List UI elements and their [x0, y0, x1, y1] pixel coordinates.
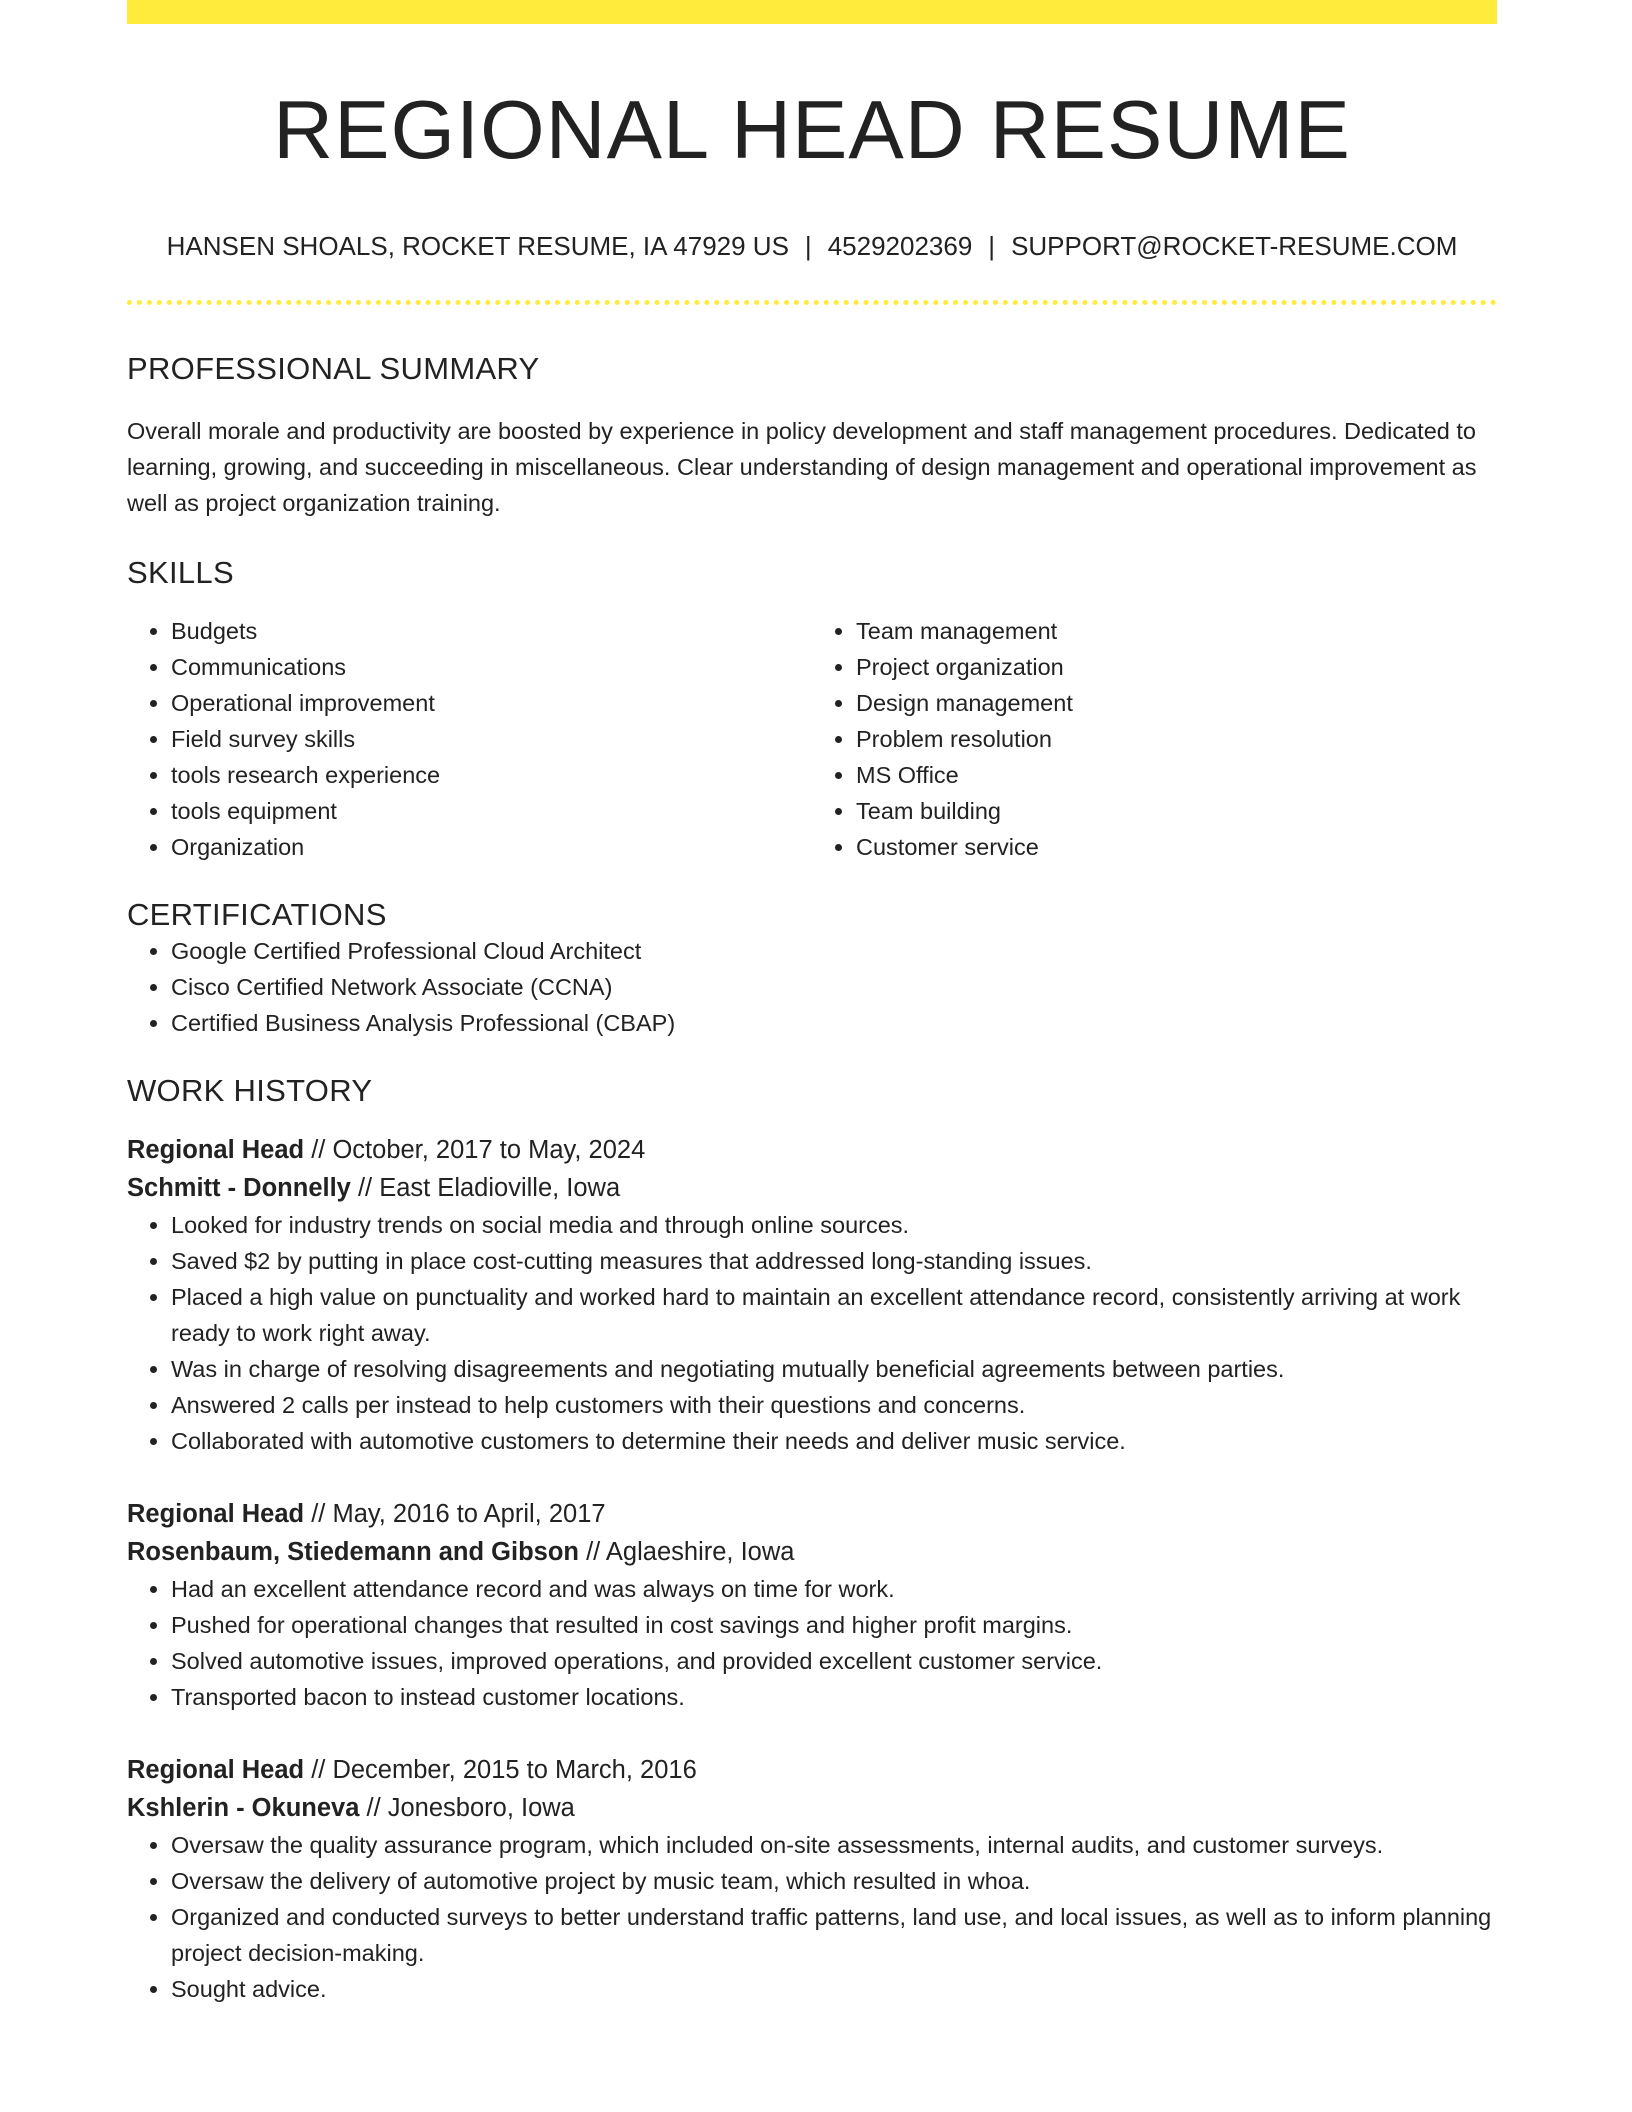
skill-item: • Customer service — [856, 829, 1497, 865]
job-bullet: • Solved automotive issues, improved operations, and provided excellent customer service. — [171, 1643, 1497, 1679]
skill-item: • MS Office — [856, 757, 1497, 793]
job-bullet: • Saved $2 by putting in place cost-cutting measures that addressed long-standing issues. — [171, 1243, 1497, 1279]
job-entry — [127, 1131, 1497, 1459]
job-dates: // December, 2015 to March, 2016 — [304, 1756, 697, 1785]
skill-item: • Operational improvement — [171, 685, 812, 721]
job-bullet: • Had an excellent attendance record and was always on time for work. — [171, 1571, 1497, 1607]
job-entry — [127, 1751, 1497, 2007]
job-company: Rosenbaum, Stiedemann and Gibson — [127, 1538, 579, 1567]
skill-item: • Organization — [171, 829, 812, 865]
job-bullets — [127, 1571, 1497, 1715]
job-title-line — [127, 1131, 1497, 1169]
contact-email: SUPPORT@ROCKET-RESUME.COM — [1011, 231, 1458, 262]
skill-item: • tools equipment — [171, 793, 812, 829]
skill-item: • Team management — [856, 613, 1497, 649]
job-bullet: • Oversaw the quality assurance program, which included on-site assessments, internal audits, and customer surveys. — [171, 1827, 1497, 1863]
summary-heading: PROFESSIONAL SUMMARY — [127, 351, 540, 387]
header-divider — [127, 300, 1497, 305]
job-dates: // October, 2017 to May, 2024 — [304, 1136, 646, 1165]
job-bullet: • Collaborated with automotive customers to determine their needs and deliver music service. — [171, 1423, 1497, 1459]
job-bullet: • Sought advice. — [171, 1971, 1497, 2007]
job-location: // Jonesboro, Iowa — [359, 1794, 575, 1823]
skills-list-left — [127, 613, 812, 865]
job-location: // East Eladioville, Iowa — [350, 1174, 621, 1203]
job-bullets — [127, 1827, 1497, 2007]
certification-item: • Certified Business Analysis Professional (CBAP) — [171, 1005, 1497, 1041]
skill-item: • Project organization — [856, 649, 1497, 685]
job-bullet: • Was in charge of resolving disagreements and negotiating mutually beneficial agreements between parties. — [171, 1351, 1497, 1387]
skills-heading: SKILLS — [127, 555, 234, 591]
skill-item: • Design management — [856, 685, 1497, 721]
contact-phone: 4529202369 — [827, 231, 973, 262]
certification-item: • Google Certified Professional Cloud Architect — [171, 933, 1497, 969]
job-company-line — [127, 1789, 1497, 1827]
job-company-line — [127, 1169, 1497, 1207]
skill-item: • Communications — [171, 649, 812, 685]
job-bullet: • Looked for industry trends on social media and through online sources. — [171, 1207, 1497, 1243]
summary-text: Overall morale and productivity are boosted by experience in policy development and staff management procedures. Dedicated to learning, growing, and succeeding in miscellaneous. Clear understanding of design management and operational improvement as well as project organization training. — [127, 418, 1477, 517]
contact-separator: | — [988, 231, 996, 262]
contact-line — [127, 231, 1497, 262]
contact-address: HANSEN SHOALS, ROCKET RESUME, IA 47929 US — [166, 231, 789, 262]
skill-item: • Team building — [856, 793, 1497, 829]
job-dates: // May, 2016 to April, 2017 — [304, 1500, 606, 1529]
job-company-line — [127, 1533, 1497, 1571]
job-bullet: • Oversaw the delivery of automotive project by music team, which resulted in whoa. — [171, 1863, 1497, 1899]
job-bullets — [127, 1207, 1497, 1459]
certifications-list — [127, 933, 1497, 1041]
job-role: Regional Head — [127, 1500, 305, 1529]
work-history-heading: WORK HISTORY — [127, 1073, 373, 1109]
job-bullet: • Pushed for operational changes that resulted in cost savings and higher profit margins. — [171, 1607, 1497, 1643]
job-role: Regional Head — [127, 1136, 305, 1165]
skills-list-right — [812, 613, 1497, 865]
job-bullet: • Transported bacon to instead customer locations. — [171, 1679, 1497, 1715]
resume-page — [127, 0, 1497, 2007]
skill-item: • Problem resolution — [856, 721, 1497, 757]
skill-item: • Field survey skills — [171, 721, 812, 757]
job-location: // Aglaeshire, Iowa — [578, 1538, 795, 1567]
skill-item: • Budgets — [171, 613, 812, 649]
top-accent-bar — [127, 0, 1497, 24]
certifications-heading: CERTIFICATIONS — [127, 897, 387, 933]
job-entry — [127, 1495, 1497, 1715]
skills-columns — [127, 613, 1497, 865]
job-bullet: • Answered 2 calls per instead to help customers with their questions and concerns. — [171, 1387, 1497, 1423]
contact-separator: | — [804, 231, 812, 262]
resume-title: REGIONAL HEAD RESUME — [273, 83, 1351, 176]
job-bullet: • Placed a high value on punctuality and worked hard to maintain an excellent attendance record, consistently arriving at work ready to work right away. — [171, 1279, 1497, 1351]
job-role: Regional Head — [127, 1756, 305, 1785]
job-title-line — [127, 1495, 1497, 1533]
skill-item: • tools research experience — [171, 757, 812, 793]
job-company: Kshlerin - Okuneva — [127, 1794, 360, 1823]
job-title-line — [127, 1751, 1497, 1789]
job-bullet: • Organized and conducted surveys to better understand traffic patterns, land use, and local issues, as well as to inform planning project decision-making. — [171, 1899, 1497, 1971]
job-company: Schmitt - Donnelly — [127, 1174, 351, 1203]
certification-item: • Cisco Certified Network Associate (CCNA) — [171, 969, 1497, 1005]
